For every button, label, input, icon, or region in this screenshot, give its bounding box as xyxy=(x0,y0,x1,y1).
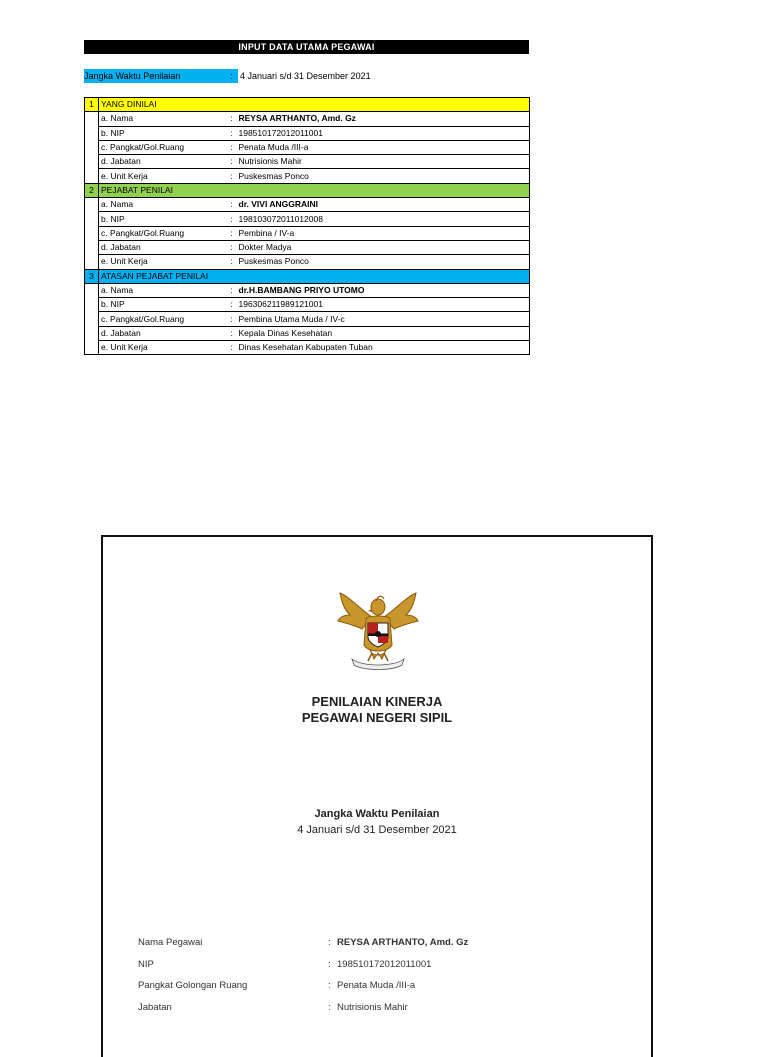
field-label: e. Unit Kerja xyxy=(99,255,227,269)
field-value: Pembina / IV-a xyxy=(237,226,530,240)
table-row xyxy=(85,312,530,326)
field-value: dr. VIVI ANGGRAINI xyxy=(237,198,530,212)
field-label: c. Pangkat/Gol.Ruang xyxy=(99,226,227,240)
field-label: b. NIP xyxy=(99,126,227,140)
field-label: d. Jabatan xyxy=(99,240,227,254)
period-colon: : xyxy=(230,71,233,81)
field-colon: : xyxy=(227,226,237,240)
field-colon: : xyxy=(227,140,237,154)
sheet-title: INPUT DATA UTAMA PEGAWAI xyxy=(84,40,529,54)
table-row xyxy=(85,298,530,312)
period-value: 4 Januari s/d 31 Desember 2021 xyxy=(240,71,371,81)
info-label: Jabatan xyxy=(138,1001,172,1013)
garuda-emblem-icon xyxy=(332,587,424,673)
cover-period-value: 4 Januari s/d 31 Desember 2021 xyxy=(297,824,457,836)
table-row xyxy=(85,283,530,297)
table-row xyxy=(85,240,530,254)
field-colon: : xyxy=(227,126,237,140)
info-colon: : xyxy=(328,958,331,970)
field-value: Kepala Dinas Kesehatan xyxy=(237,326,530,340)
field-colon: : xyxy=(227,341,237,355)
field-label: e. Unit Kerja xyxy=(99,169,227,183)
info-value: Penata Muda /III-a xyxy=(337,980,416,991)
field-label: d. Jabatan xyxy=(99,326,227,340)
field-value: Dokter Madya xyxy=(237,240,530,254)
cover-period-label: Jangka Waktu Penilaian xyxy=(314,808,440,820)
section-number: 1 xyxy=(85,98,99,112)
period-label: Jangka Waktu Penilaian xyxy=(84,69,238,83)
section-header xyxy=(85,98,530,112)
section-title: YANG DINILAI xyxy=(99,98,530,112)
field-value: dr.H.BAMBANG PRIYO UTOMO xyxy=(237,283,530,297)
field-colon: : xyxy=(227,198,237,212)
section-header xyxy=(85,269,530,283)
section-number: 3 xyxy=(85,269,99,283)
field-value: Dinas Kesehatan Kabupaten Tuban xyxy=(237,341,530,355)
cover-title xyxy=(103,694,651,726)
info-label: Nama Pegawai xyxy=(138,937,203,948)
info-colon: : xyxy=(328,980,331,991)
section-title: ATASAN PEJABAT PENILAI xyxy=(99,269,530,283)
table-row xyxy=(85,126,530,140)
cover-page xyxy=(101,535,653,1057)
field-value: 196306211989121001 xyxy=(237,298,530,312)
table-row xyxy=(85,255,530,269)
info-value: REYSA ARTHANTO, Amd. Gz xyxy=(337,937,469,948)
table-row xyxy=(85,155,530,169)
table-row xyxy=(85,198,530,212)
info-value: 198510172012011001 xyxy=(337,958,432,970)
table-row xyxy=(85,212,530,226)
field-label: a. Nama xyxy=(99,283,227,297)
table-row xyxy=(85,112,530,126)
field-colon: : xyxy=(227,240,237,254)
field-colon: : xyxy=(227,326,237,340)
field-value: Pembina Utama Muda / IV-c xyxy=(237,312,530,326)
field-value: Puskesmas Ponco xyxy=(237,169,530,183)
field-value: 198510172012011001 xyxy=(237,126,530,140)
info-value: Nutrisionis Mahir xyxy=(337,1001,408,1013)
info-label: NIP xyxy=(138,958,154,970)
cover-title-line2: PEGAWAI NEGERI SIPIL xyxy=(301,710,453,725)
info-colon: : xyxy=(328,937,331,948)
field-label: c. Pangkat/Gol.Ruang xyxy=(99,312,227,326)
cover-title-line1: PENILAIAN KINERJA xyxy=(311,694,443,709)
employee-data-table xyxy=(84,97,530,355)
field-label: b. NIP xyxy=(99,212,227,226)
field-colon: : xyxy=(227,155,237,169)
field-label: b. NIP xyxy=(99,298,227,312)
table-row xyxy=(85,226,530,240)
info-colon: : xyxy=(328,1001,331,1013)
field-label: a. Nama xyxy=(99,112,227,126)
field-colon: : xyxy=(227,112,237,126)
field-colon: : xyxy=(227,212,237,226)
field-value: 198103072011012008 xyxy=(237,212,530,226)
table-row xyxy=(85,341,530,355)
field-value: Nutrisionis Mahir xyxy=(237,155,530,169)
field-label: c. Pangkat/Gol.Ruang xyxy=(99,140,227,154)
field-colon: : xyxy=(227,283,237,297)
table-row xyxy=(85,326,530,340)
field-label: d. Jabatan xyxy=(99,155,227,169)
field-colon: : xyxy=(227,169,237,183)
table-row xyxy=(85,140,530,154)
field-colon: : xyxy=(227,298,237,312)
field-value: Puskesmas Ponco xyxy=(237,255,530,269)
field-colon: : xyxy=(227,255,237,269)
section-number: 2 xyxy=(85,183,99,197)
field-value: Penata Muda /III-a xyxy=(237,140,530,154)
section-title: PEJABAT PENILAI xyxy=(99,183,530,197)
field-label: e. Unit Kerja xyxy=(99,341,227,355)
field-label: a. Nama xyxy=(99,198,227,212)
table-row xyxy=(85,169,530,183)
field-value: REYSA ARTHANTO, Amd. Gz xyxy=(237,112,530,126)
field-colon: : xyxy=(227,312,237,326)
info-label: Pangkat Golongan Ruang xyxy=(138,980,248,991)
section-header xyxy=(85,183,530,197)
